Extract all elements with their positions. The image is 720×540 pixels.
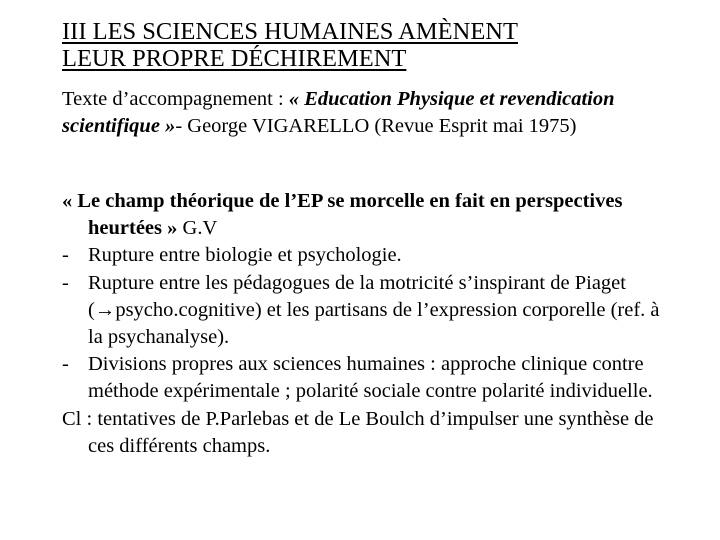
reference-article-title: « Education Physique et revendication scientifique » xyxy=(62,88,615,137)
quote-text: « Le champ théorique de l’EP se morcelle en fait en perspectives heurtées » xyxy=(62,190,623,240)
list-item-text: Divisions propres aux sciences humaines : approche clinique contre méthode expérimentale ; polarité sociale contre polarité individuelle. xyxy=(88,353,653,403)
list-item xyxy=(62,270,672,352)
reference-prefix: Texte d’accompagnement : xyxy=(62,88,289,110)
slide-title xyxy=(62,18,702,72)
list-dash: - xyxy=(62,271,69,294)
list-dash: - xyxy=(62,353,69,376)
quote-author: G.V xyxy=(177,217,218,240)
conclusion-paragraph: Cl : tentatives de P.Parlebas et de Le Boulch d’impulser une synthèse de ces différents champs. xyxy=(62,407,654,457)
list-item xyxy=(62,242,672,269)
title-line-1: III LES SCIENCES HUMAINES AMÈNENT xyxy=(62,18,518,45)
list-item-text: Rupture entre biologie et psychologie. xyxy=(88,244,402,267)
quote-paragraph xyxy=(62,188,672,242)
list-dash: - xyxy=(62,244,69,267)
list-item xyxy=(62,351,672,405)
title-line-2: LEUR PROPRE DÉCHIREMENT xyxy=(62,45,407,72)
list-item-text: Rupture entre les pédagogues de la motricité s’inspirant de Piaget (→psycho.cognitive) et les partisans de l’expression corporelle (ref. à la psychanalyse). xyxy=(88,271,660,349)
reference-suffix: - George VIGARELLO (Revue Esprit mai 1975) xyxy=(175,115,577,137)
body-text xyxy=(62,188,672,460)
reference-text xyxy=(62,86,662,140)
